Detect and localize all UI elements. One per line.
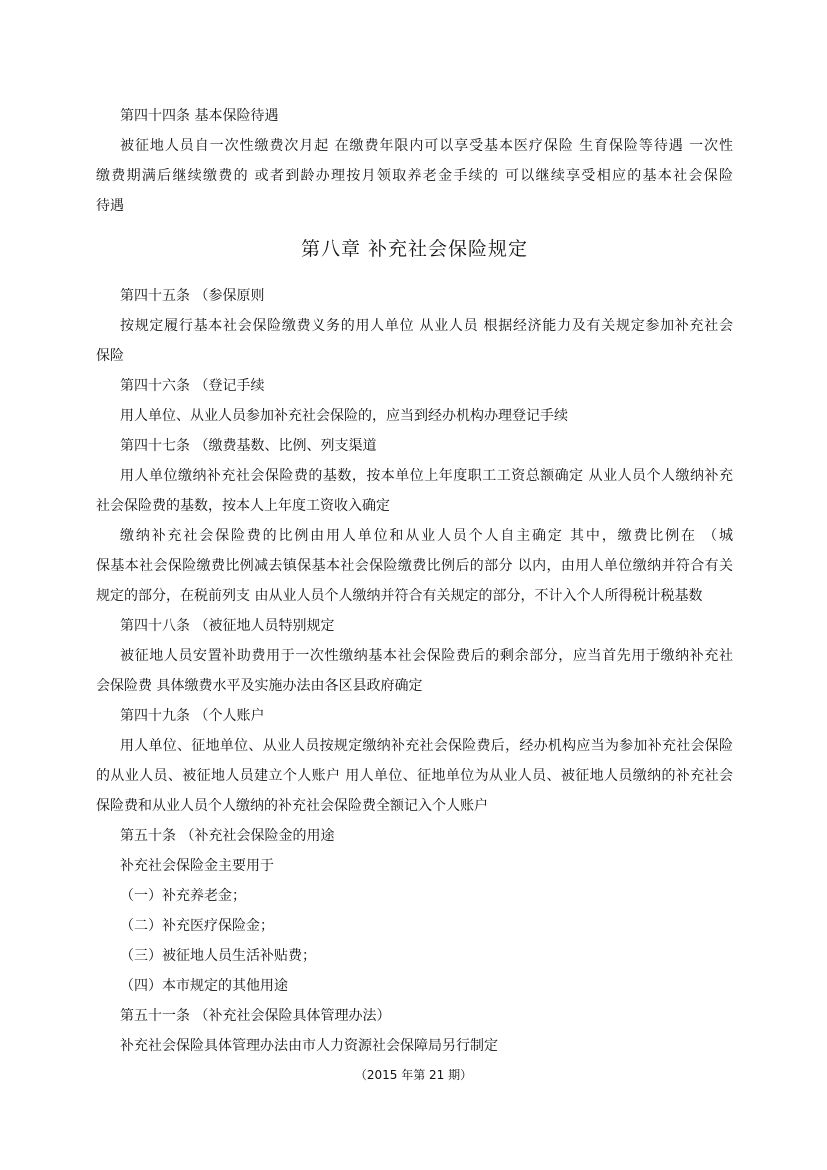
text-line: 保险费和从业人员个人缴纳的补充社会保险费全额记入个人账户 xyxy=(96,798,488,814)
article-title xyxy=(96,701,733,731)
text-line: 用人单位缴纳补充社会保险费的基数，按本单位上年度职工工资总额确定 从业人员个人缴纳补充 xyxy=(120,468,733,484)
paragraph xyxy=(96,1031,733,1061)
text-line: 会保险费 具体缴费水平及实施办法由各区县政府确定 xyxy=(96,678,423,694)
text-line: 补充社会保险具体管理办法由市人力资源社会保障局另行制定 xyxy=(120,1038,498,1054)
article-title xyxy=(96,281,733,311)
paragraph xyxy=(96,971,733,1001)
text-line: 第四十八条 （被征地人员特别规定 xyxy=(120,618,335,634)
text-line: 第四十四条 基本保险待遇 xyxy=(120,108,279,124)
issue-footer: （2015 年第 21 期） xyxy=(354,1068,473,1082)
article-title xyxy=(96,1001,733,1031)
paragraph xyxy=(96,941,733,971)
article-title xyxy=(96,611,733,641)
paragraph xyxy=(96,521,733,611)
text-line: 被征地人员自一次性缴费次月起 在缴费年限内可以享受基本医疗保险 生育保险等待遇 一次性 xyxy=(120,138,733,154)
text-line: 第四十六条 （登记手续 xyxy=(120,378,265,394)
text-line: （三）被征地人员生活补贴费； xyxy=(120,948,316,964)
paragraph xyxy=(96,311,733,371)
text-line: 保险 xyxy=(96,348,124,364)
text-line: 的从业人员、被征地人员建立个人账户 用人单位、征地单位为从业人员、被征地人员缴纳的补充社会 xyxy=(96,768,733,784)
paragraph xyxy=(96,131,733,221)
text-line: 第四十七条 （缴费基数、比例、列支渠道 xyxy=(120,438,377,454)
paragraph xyxy=(96,401,733,431)
paragraph xyxy=(96,731,733,821)
text-line: 第五十一条 （补充社会保险具体管理办法） xyxy=(120,1008,391,1024)
text-line: 第四十五条 （参保原则 xyxy=(120,288,265,304)
paragraph xyxy=(96,851,733,881)
text-line: 第四十九条 （个人账户 xyxy=(120,708,265,724)
text-line: 用人单位、征地单位、从业人员按规定缴纳补充社会保险费后，经办机构应当为参加补充社会保险 xyxy=(120,738,733,754)
text-line: 待遇 xyxy=(96,198,124,214)
text-line: 用人单位、从业人员参加补充社会保险的，应当到经办机构办理登记手续 xyxy=(120,408,568,424)
text-line: 缴费期满后继续缴费的 或者到龄办理按月领取养老金手续的 可以继续享受相应的基本社会保险 xyxy=(96,168,733,184)
paragraph xyxy=(96,641,733,701)
article-title xyxy=(96,431,733,461)
text-line: （四）本市规定的其他用途 xyxy=(120,978,288,994)
article-title xyxy=(96,821,733,851)
article-title xyxy=(96,371,733,401)
article-title xyxy=(96,101,733,131)
chapter-heading: 第八章 补充社会保险规定 xyxy=(300,238,529,260)
paragraph xyxy=(96,461,733,521)
text-line: 规定的部分，在税前列支 由从业人员个人缴纳并符合有关规定的部分，不计入个人所得税计税基数 xyxy=(96,588,703,604)
text-line: 补充社会保险金主要用于 xyxy=(120,858,274,874)
text-line: 按规定履行基本社会保险缴费义务的用人单位 从业人员 根据经济能力及有关规定参加补充社会 xyxy=(120,318,733,334)
text-line: （二）补充医疗保险金； xyxy=(120,918,274,934)
text-line: 被征地人员安置补助费用于一次性缴纳基本社会保险费后的剩余部分，应当首先用于缴纳补充社 xyxy=(120,648,733,664)
paragraph xyxy=(96,881,733,911)
text-line: 社会保险费的基数，按本人上年度工资收入确定 xyxy=(96,498,390,514)
document-body xyxy=(96,101,733,1061)
paragraph xyxy=(96,911,733,941)
text-line: 保基本社会保险缴费比例减去镇保基本社会保险缴费比例后的部分 以内，由用人单位缴纳并符合有关 xyxy=(96,558,733,574)
text-line: 第五十条 （补充社会保险金的用途 xyxy=(120,828,335,844)
text-line: （一）补充养老金； xyxy=(120,888,246,904)
text-line: 缴纳补充社会保险费的比例由用人单位和从业人员个人自主确定 其中，缴费比例在 （城 xyxy=(120,528,733,544)
